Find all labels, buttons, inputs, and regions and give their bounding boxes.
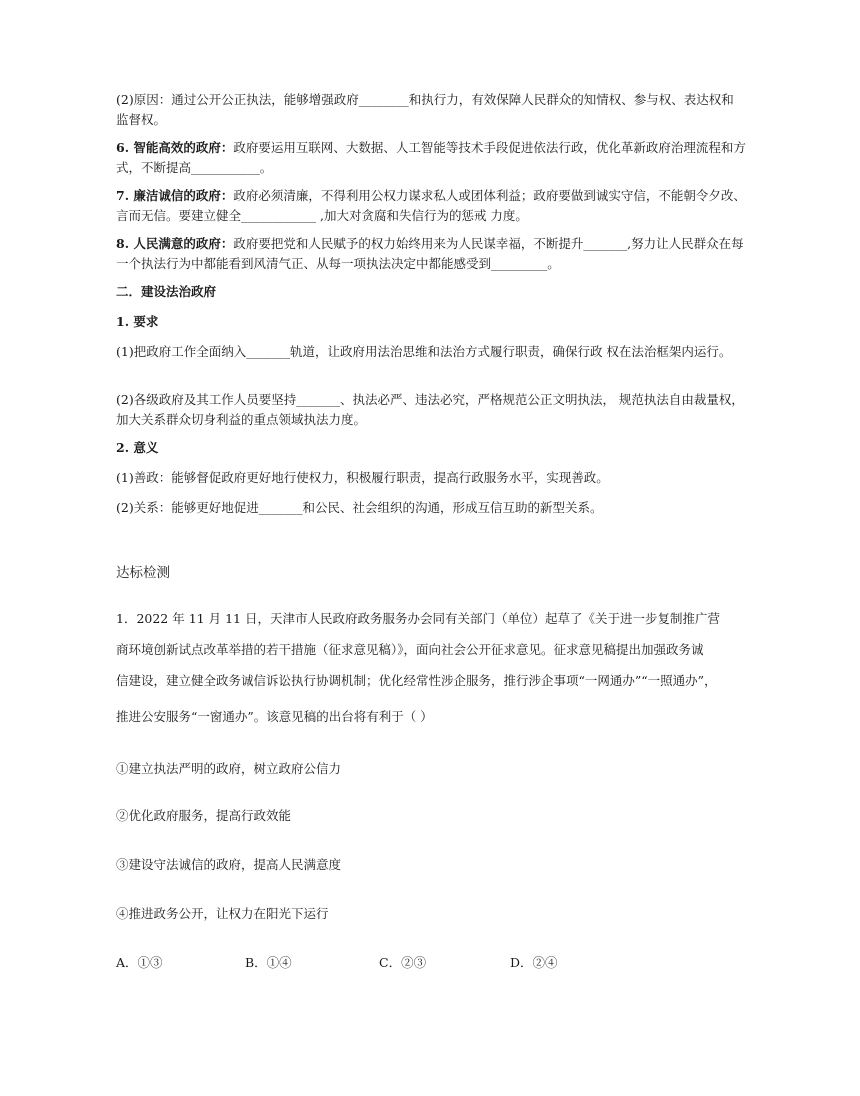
requirement-2: (2)各级政府及其工作人员要坚持_______、执法必严、违法必究，严格规范公正文明执法， 规范执法自由裁量权，加大关系群众切身利益的重点领域执法力度。 [116,392,744,427]
statement-2: ②优化政府服务，提高行政效能 [116,808,292,823]
item-6-text: 政府要运用互联网、大数据、人工智能等技术手段促进依法行政，优化革新政府治理流程和方式，不断提高___________。 [116,140,746,175]
item-8-title: 8. 人民满意的政府： [116,236,234,251]
item-6 [116,138,746,178]
question-1-line-2: 商环境创新试点改革举措的若干措施（征求意见稿）》，面向社会公开征求意见。征求意见稿提出加强政务诚 [116,642,704,657]
question-1-line-4: 推进公安服务“一窗通办”。该意见稿的出台将有利于（ ） [116,709,433,724]
test-heading: 达标检测 [116,565,170,581]
statement-4: ④推进政务公开，让权力在阳光下运行 [116,906,329,921]
statement-1: ①建立执法严明的政府，树立政府公信力 [116,761,342,776]
option-c[interactable]: C．②③ [379,955,427,970]
significance-heading: 2. 意义 [116,440,159,455]
item-6-title: 6. 智能高效的政府： [116,140,234,155]
statement-3: ③建设守法诚信的政府，提高人民满意度 [116,857,342,872]
question-1-line-1: 1．2022 年 11 月 11 日，天津市人民政府政务服务办会同有关部门（单位）起草了《关于进一步复制推广营 [116,611,720,626]
requirement-heading: 1. 要求 [116,314,159,329]
item-7-title: 7. 廉洁诚信的政府： [116,188,234,203]
section-heading: 二．建设法治政府 [116,284,217,299]
item-8-text: 政府要把党和人民赋予的权力始终用来为人民谋幸福，不断提升_______,努力让人民群众在每一个执法行为中都能看到风清气正、从每一项执法决定中都能感受到_________。 [116,236,744,271]
answer-options [116,953,736,973]
question-1-line-3: 信建设，建立健全政务诚信诉讼执行协调机制；优化经常性涉企服务，推行涉企事项“一网通办”“一照通办”， [116,673,717,688]
option-d[interactable]: D．②④ [510,955,558,970]
item-8 [116,234,746,274]
option-b[interactable]: B．①④ [245,955,292,970]
reason-paragraph: (2)原因：通过公开公正执法，能够增强政府________和执行力，有效保障人民群众的知情权、参与权、表达权和监督权。 [116,92,734,127]
requirement-1: (1)把政府工作全面纳入_______轨道，让政府用法治思维和法治方式履行职责，确保行政 权在法治框架内运行。 [116,344,732,359]
significance-2: (2)关系：能够更好地促进_______和公民、社会组织的沟通，形成互信互助的新型关系。 [116,500,603,515]
item-7 [116,186,746,226]
item-7-text: 政府必须清廉，不得利用公权力谋求私人或团体利益；政府要做到诚实守信，不能朝令夕改、言而无信。要建立健全____________ ,加大对贪腐和失信行为的惩戒 力度。 [116,188,746,223]
option-a[interactable]: A．①③ [116,955,163,970]
significance-1: (1)善政：能够督促政府更好地行使权力，积极履行职责，提高行政服务水平，实现善政。 [116,470,609,485]
